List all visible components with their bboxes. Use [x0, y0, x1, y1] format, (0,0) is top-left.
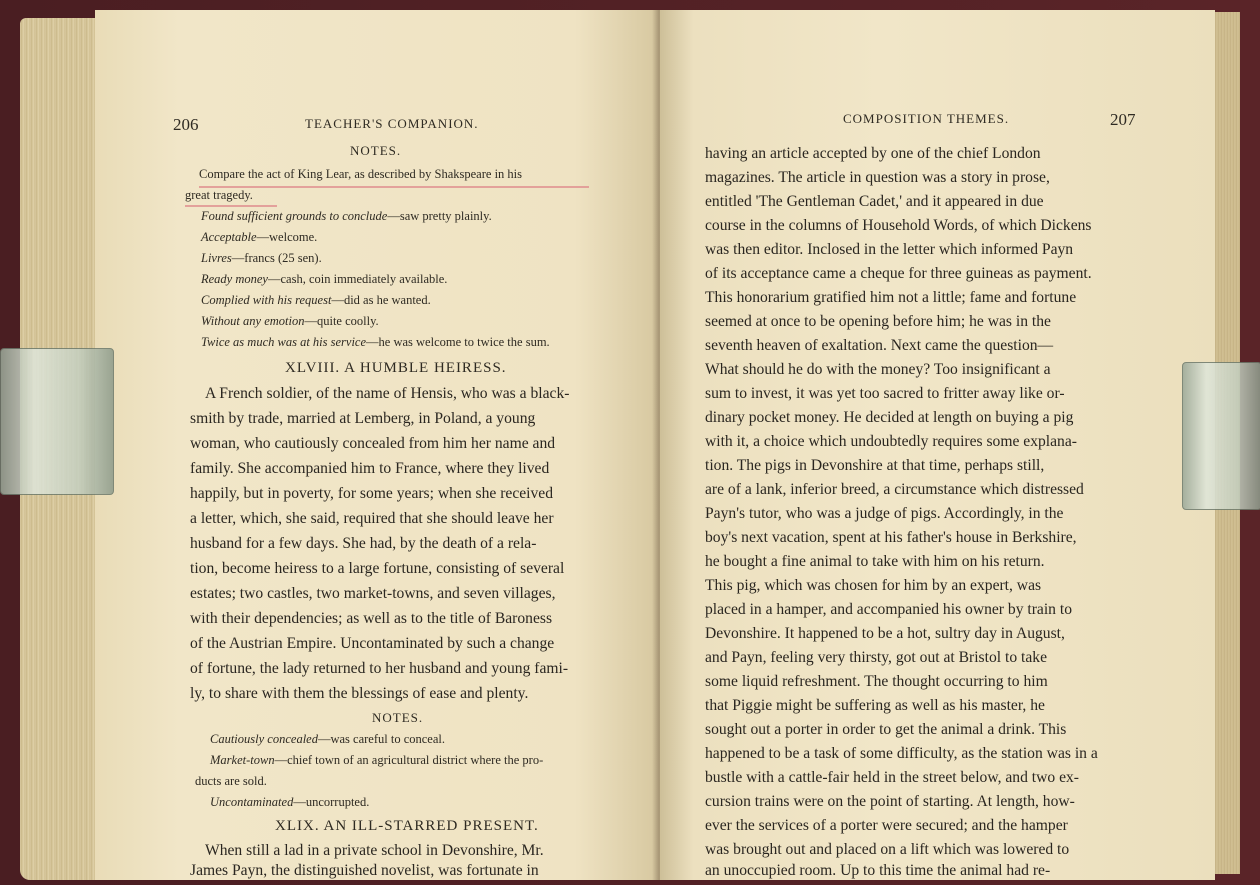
gloss-line: Cautiously concealed—was careful to conceal. [210, 732, 445, 746]
body-line: This pig, which was chosen for him by an expert, was [705, 577, 1042, 594]
body-line: placed in a hamper, and accompanied his owner by train to [705, 601, 1072, 618]
body-line: estates; two castles, two market-towns, and seven villages, [190, 585, 556, 602]
body-line: ever the services of a porter were secured; and the hamper [705, 817, 1068, 834]
body-line: happened to be a task of some difficulty, as the station was in a [705, 745, 1098, 762]
body-line: magazines. The article in question was a story in prose, [705, 169, 1050, 186]
gloss-line: Market-town—chief town of an agricultural district where the pro- [210, 753, 544, 767]
glass-page-weight-right [1182, 362, 1260, 510]
left-page [95, 10, 660, 880]
note-line: Compare the act of King Lear, as described by Shakspeare in his [199, 167, 523, 181]
body-line: was then editor. Inclosed in the letter which informed Payn [705, 241, 1074, 258]
body-line: with their dependencies; as well as to the title of Baroness [190, 610, 553, 627]
body-line: sought out a porter in order to get the animal a drink. This [705, 721, 1067, 738]
body-line: A French soldier, of the name of Hensis, who was a black- [205, 385, 570, 402]
body-line: are of a lank, inferior breed, a circumstance which distressed [705, 481, 1084, 498]
body-line: cursion trains were on the point of starting. At length, how- [705, 793, 1075, 810]
body-line: tion. The pigs in Devonshire at that time, perhaps still, [705, 457, 1045, 474]
pencil-underline [199, 186, 589, 188]
note-line: great tragedy. [185, 188, 253, 202]
gloss-line: ducts are sold. [195, 774, 267, 788]
body-line: bustle with a cattle-fair held in the street below, and two ex- [705, 769, 1079, 786]
body-line: and Payn, feeling very thirsty, got out at Bristol to take [705, 649, 1047, 666]
gloss-line: Ready money—cash, coin immediately available. [201, 272, 448, 286]
body-line: course in the columns of Household Words, of which Dickens [705, 217, 1092, 234]
gloss-line: Acceptable—welcome. [201, 230, 318, 244]
body-line: dinary pocket money. He decided at length on buying a pig [705, 409, 1074, 426]
body-line: of the Austrian Empire. Uncontaminated by such a change [190, 635, 555, 652]
gloss-line: Twice as much was at his service—he was welcome to twice the sum. [201, 335, 550, 349]
body-line: was brought out and placed on a lift which was lowered to [705, 841, 1070, 858]
body-line: sum to invest, it was yet too sacred to fritter away like or- [705, 385, 1065, 402]
page-number-right: 207 [1110, 110, 1136, 129]
running-head-right: COMPOSITION THEMES. [843, 111, 1010, 126]
gloss-line: Complied with his request—did as he wanted. [201, 293, 431, 307]
body-line: entitled 'The Gentleman Cadet,' and it appeared in due [705, 193, 1044, 210]
body-line: that Piggie might be suffering as well as his master, he [705, 697, 1045, 714]
body-line: family. She accompanied him to France, where they lived [190, 460, 550, 477]
pencil-underline [185, 205, 277, 207]
body-line: seventh heaven of exaltation. Next came the question— [705, 337, 1054, 354]
page-number-left: 206 [173, 115, 199, 134]
notes-heading-2: NOTES. [372, 710, 424, 725]
body-line: woman, who cautiously concealed from him her name and [190, 435, 556, 452]
section-heading-49: XLIX. AN ILL-STARRED PRESENT. [275, 818, 539, 834]
body-line: an unoccupied room. Up to this time the animal had re- [705, 862, 1051, 879]
body-line: Devonshire. It happened to be a hot, sultry day in August, [705, 625, 1065, 642]
body-line: boy's next vacation, spent at his father's house in Berkshire, [705, 529, 1077, 546]
body-line: a letter, which, she said, required that she should leave her [190, 510, 554, 527]
body-line: James Payn, the distinguished novelist, was fortunate in [190, 862, 539, 879]
body-line: of fortune, the lady returned to her husband and young fami- [190, 660, 569, 677]
body-line: ly, to share with them the blessings of ease and plenty. [190, 685, 529, 702]
body-line: What should he do with the money? Too insignificant a [705, 361, 1051, 378]
body-line: This honorarium gratified him not a little; fame and fortune [705, 289, 1077, 306]
gloss-line: Livres—francs (25 sen). [201, 251, 322, 265]
body-line: with it, a choice which undoubtedly requires some explana- [705, 433, 1077, 450]
body-line: When still a lad in a private school in Devonshire, Mr. [205, 842, 544, 859]
body-line: husband for a few days. She had, by the death of a rela- [190, 535, 537, 552]
body-line: he bought a fine animal to take with him on his return. [705, 553, 1045, 570]
body-line: smith by trade, married at Lemberg, in Poland, a young [190, 410, 536, 427]
body-line: Payn's tutor, who was a judge of pigs. Accordingly, in the [705, 505, 1064, 522]
body-line: of its acceptance came a cheque for three guineas as payment. [705, 265, 1092, 282]
glass-page-weight-left [0, 348, 114, 495]
body-line: tion, become heiress to a large fortune, consisting of several [190, 560, 565, 577]
gloss-line: Uncontaminated—uncorrupted. [210, 795, 370, 809]
gloss-line: Found sufficient grounds to conclude—saw pretty plainly. [201, 209, 492, 223]
body-line: seemed at once to be opening before him; he was in the [705, 313, 1051, 330]
running-head-left: TEACHER'S COMPANION. [305, 116, 479, 131]
section-heading-48: XLVIII. A HUMBLE HEIRESS. [285, 360, 507, 376]
gloss-line: Without any emotion—quite coolly. [201, 314, 379, 328]
notes-heading-1: NOTES. [350, 143, 402, 158]
right-page [660, 10, 1215, 880]
body-line: some liquid refreshment. The thought occurring to him [705, 673, 1048, 690]
body-line: having an article accepted by one of the chief London [705, 145, 1041, 162]
body-line: happily, but in poverty, for some years; when she received [190, 485, 554, 502]
